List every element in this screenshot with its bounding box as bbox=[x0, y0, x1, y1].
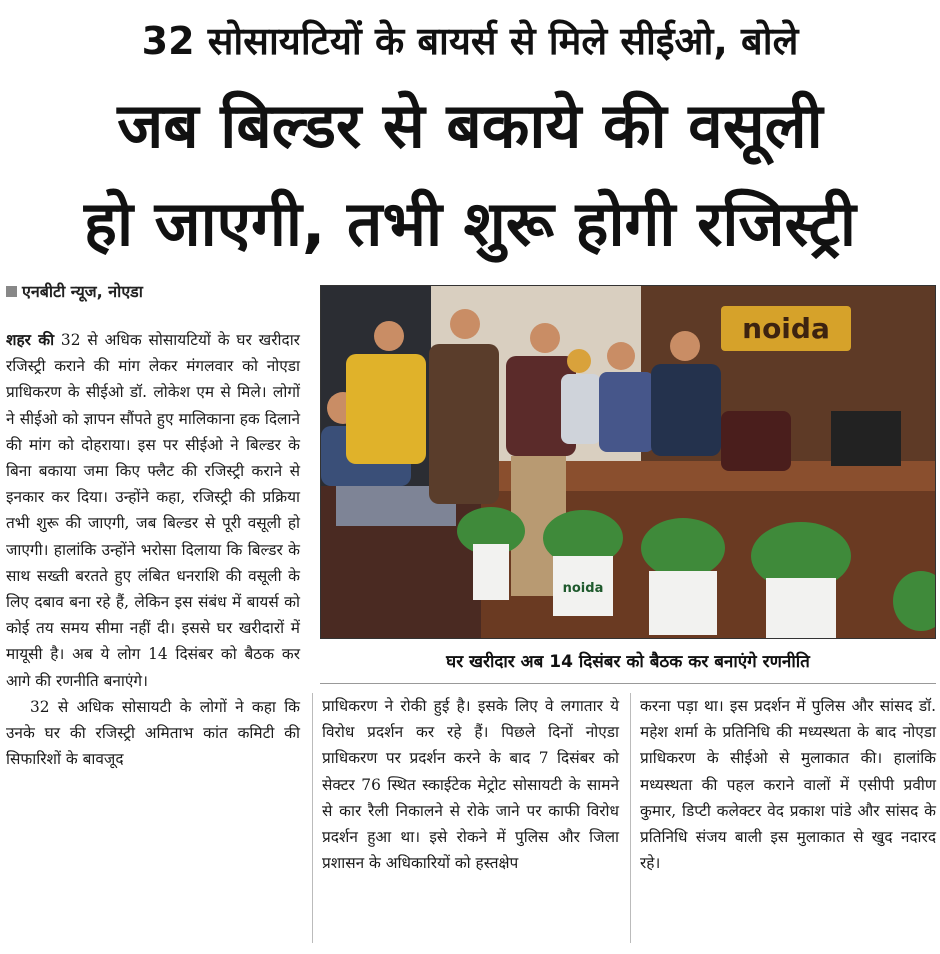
caption-divider bbox=[320, 683, 936, 684]
wall-sign-text: noida bbox=[742, 312, 830, 345]
article-paragraph-2: 32 से अधिक सोसायटी के लोगों ने कहा कि उनके घर की रजिस्ट्री अमिताभ कांत कमिटी की सिफारिशों के बावजूद bbox=[6, 697, 300, 769]
bullet-square-icon bbox=[6, 286, 17, 297]
news-photo bbox=[320, 285, 936, 639]
photo-illustration bbox=[321, 286, 936, 639]
article-column-3 bbox=[640, 693, 936, 876]
article-column-1 bbox=[6, 327, 300, 772]
office-chair bbox=[721, 411, 791, 471]
headline-line-2: जब बिल्डर से बकाये की वसूली bbox=[117, 89, 823, 162]
photo-caption: घर खरीदार अब 14 दिसंबर को बैठक कर बनाएंगे रणनीति bbox=[446, 652, 810, 672]
monitor bbox=[831, 411, 901, 466]
article-column-2-text: प्राधिकरण ने रोकी हुई है। इसके लिए वे लगातार ये विरोध प्रदर्शन कर रहे हैं। पिछले दिनों नोएडा प्राधिकरण पर प्रदर्शन करने के बाद 7 दिसंबर को सेक्टर 76 स्थित स्काईटेक मेट्रोट सोसायटी के सामने से कार रैली निकालने से रोके जाने पर काफी विरोध प्रदर्शन हुआ था। इसे रोकने में पुलिस और जिला प्रशासन के अधिकारियों को हस्तक्षेप bbox=[322, 697, 619, 873]
byline-text: एनबीटी न्यूज, नोएडा bbox=[22, 282, 143, 301]
article-paragraph-1 bbox=[6, 327, 300, 694]
article-paragraph-1-text: 32 से अधिक सोसायटियों के घर खरीदार रजिस्ट्री कराने की मांग लेकर मंगलवार को नोएडा प्राधिकरण के सीईओ डॉ. लोकेश एम से मिले। लोगों ने सीईओ को ज्ञापन सौंपते हुए मालिकाना हक दिलाने की मांग को दोहराया। इस पर सीईओ ने बिल्डर के बिना बकाया जमा किए फ्लैट की रजिस्ट्री कराने से इनकार कर दिया। उन्होंने कहा, रजिस्ट्री की प्रक्रिया तभी शुरू की जाएगी, जब बिल्डर से पूरी वसूली हो जाएगी। हालांकि उन्होंने भरोसा दिलाया कि बिल्डर के साथ सख्ती बरतते हुए लंबित धनराशि की वसूली के लिए दबाव बना रहे हैं, लेकिन इस संबंध में बायर्स को कोई तय समय सीमा नहीं दी। इससे घर खरीदारों में मायूसी है। अब ये लोग 14 दिसंबर को बैठक कर आगे की रणनीति बनाएंगे। bbox=[6, 331, 300, 690]
headline-line-3: हो जाएगी, तभी शुरू होगी रजिस्ट्री bbox=[84, 187, 856, 260]
article-column-2 bbox=[322, 693, 619, 876]
byline bbox=[6, 280, 143, 302]
pot-label: noida bbox=[562, 581, 604, 596]
article-column-3-text: करना पड़ा था। इस प्रदर्शन में पुलिस और सांसद डॉ. महेश शर्मा के प्रतिनिधि की मध्यस्थता के बाद नोएडा प्राधिकरण के सीईओ से मुलाकात की। हालांकि मध्यस्थता की पहल कराने वालों में एसीपी प्रवीण कुमार, डिप्टी कलेक्टर वेद प्रकाश पांडे और सांसद के प्रतिनिधि संजय बाली इस मुलाकात से खुद नदारद रहे। bbox=[640, 697, 936, 873]
column-divider bbox=[312, 693, 313, 943]
headline-line-1: 32 सोसायटियों के बायर्स से मिले सीईओ, बोले bbox=[141, 19, 799, 63]
article-lead: शहर की bbox=[6, 331, 55, 349]
column-divider bbox=[630, 693, 631, 943]
